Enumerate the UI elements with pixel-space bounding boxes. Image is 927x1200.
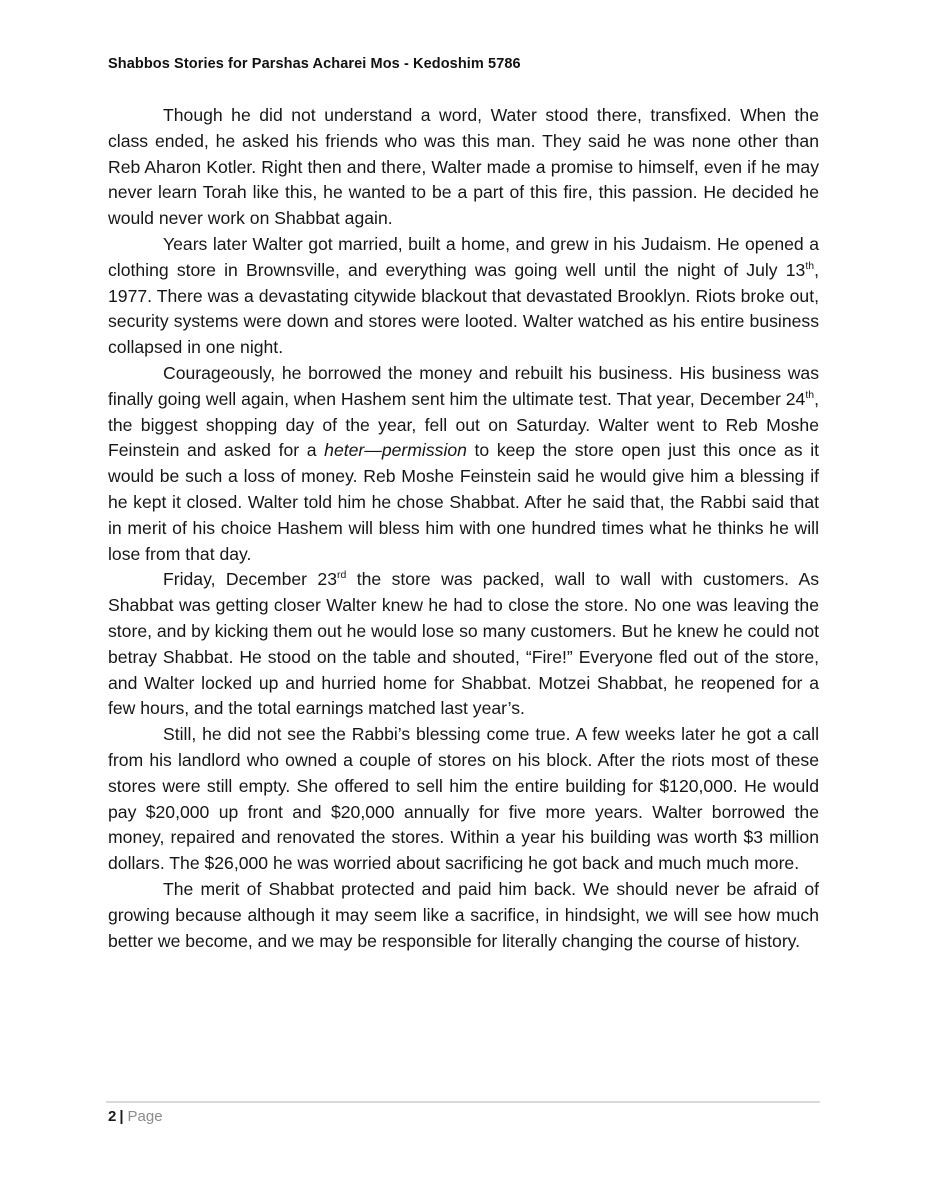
text-run: The merit of Shabbat protected and paid him back. We should never be afraid of growing because although it may seem like a sacrifice, in hindsight, we will see how much better we become, and we may be responsible for literally changing the course of history. [108, 878, 819, 951]
text-run-superscript: th [805, 259, 815, 272]
text-run-superscript: rd [337, 569, 347, 582]
paragraph [108, 361, 819, 567]
text-run: Friday, December 23 [163, 569, 337, 590]
text-run-italic: heter—permission [324, 440, 467, 461]
paragraph [108, 877, 819, 954]
paragraph [108, 722, 819, 877]
footer-divider [106, 1101, 820, 1103]
document-header-title: Shabbos Stories for Parshas Acharei Mos - Kedoshim 5786 [108, 56, 521, 72]
text-run: the store was packed, wall to wall with customers. As Shabbat was getting closer Walter knew he had to close the store. No one was leaving the store, and by kicking them out he would lose so many customers. But he knew he could not betray Shabbat. He stood on the table and shouted, “Fire!” Everyone fled out of the store, and Walter locked up and hurried home for Shabbat. Motzei Shabbat, he reopened for a few hours, and the total earnings matched last year’s. [108, 569, 819, 719]
text-run: , 1977. There was a devastating citywide blackout that devastated Brooklyn. Riots broke out, security systems were down and stores were looted. Walter watched as his entire business collapsed in one night. [108, 259, 819, 358]
text-run: to keep the store open just this once as it would be such a loss of money. Reb Moshe Feinstein said he would give him a blessing if he kept it closed. Walter told him he chose Shabbat. After he said that, the Rabbi said that in merit of his choice Hashem will bless him with one hundred times what he thinks he will lose from that day. [108, 440, 820, 564]
footer-separator: | [119, 1108, 124, 1125]
text-run: , the biggest shopping day of the year, fell out on Saturday. Walter went to Reb Moshe Feinstein and asked for a [108, 388, 819, 461]
text-run: Though he did not understand a word, Water stood there, transfixed. When the class ended, he asked his friends who was this man. They said he was none other than Reb Aharon Kotler. Right then and there, Walter made a promise to himself, even if he may never learn Torah like this, he wanted to be a part of this fire, this passion. He decided he would never work on Shabbat again. [108, 105, 819, 229]
document-body [108, 103, 819, 954]
paragraph [108, 103, 819, 232]
text-run: Years later Walter got married, built a home, and grew in his Judaism. He opened a clothing store in Brownsville, and everything was going well until the night of July 13 [108, 233, 819, 280]
paragraph [108, 567, 819, 722]
text-run: Courageously, he borrowed the money and rebuilt his business. His business was finally going well again, when Hashem sent him the ultimate test. That year, December 24 [108, 362, 819, 409]
paragraph [108, 232, 819, 361]
page-footer [108, 1107, 163, 1127]
text-run: Still, he did not see the Rabbi’s blessing come true. A few weeks later he got a call from his landlord who owned a couple of stores on his block. After the riots most of these stores were still empty. She offered to sell him the entire building for $120,000. He would pay $20,000 up front and $20,000 annually for five more years. Walter borrowed the money, repaired and renovated the stores. Within a year his building was worth $3 million dollars. The $26,000 he was worried about sacrificing he got back and much much more. [108, 724, 819, 874]
footer-page-label: Page [127, 1108, 163, 1125]
text-run-superscript: th [805, 388, 815, 401]
page-number: 2 [108, 1108, 117, 1125]
